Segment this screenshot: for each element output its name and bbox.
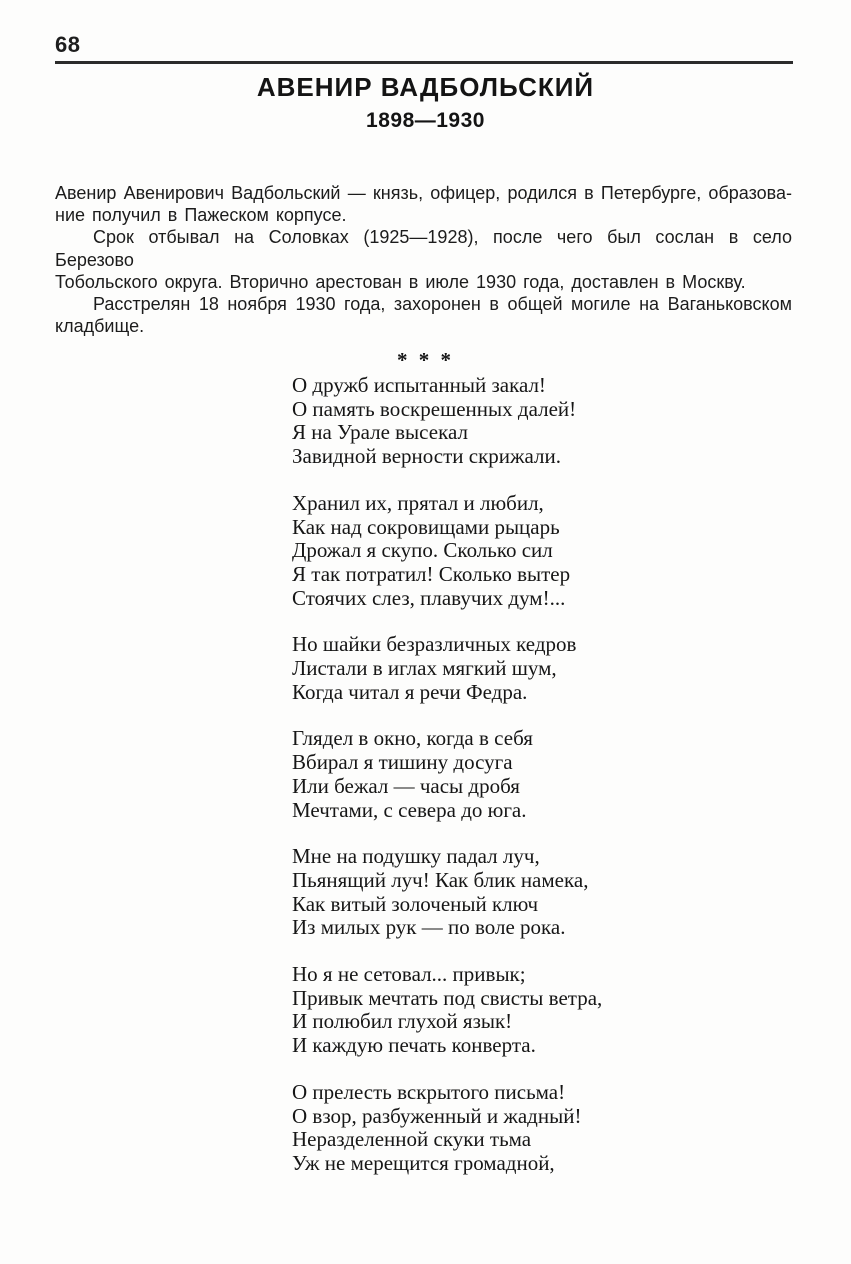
header-rule xyxy=(55,61,793,64)
poem-line: О прелесть вскрытого письма! xyxy=(292,1079,566,1104)
bio-line: кладбище. xyxy=(55,316,145,337)
poem-line: О дружб испытанный закал! xyxy=(292,373,546,397)
page-title: АВЕНИР ВАДБОЛЬСКИЙ xyxy=(256,72,595,102)
poem-line: И каждую печать конверта. xyxy=(292,1033,536,1058)
poem-line: Из милых рук — по воле рока. xyxy=(292,915,566,940)
poem-line: Пьянящий луч! Как блик намека, xyxy=(292,867,589,892)
poem-separator: * * * xyxy=(397,348,454,372)
poem-line: Глядел в окно, когда в себя xyxy=(292,726,533,751)
poem-line: Как над сокровищами рыцарь xyxy=(292,514,560,539)
stanza xyxy=(292,1081,602,1176)
poem-line: Мечтами, с севера до юга. xyxy=(292,797,527,822)
stanza xyxy=(292,492,602,611)
poem-line: Дрожал я скупо. Сколько сил xyxy=(292,538,553,563)
poem-line: О память воскрешенных далей! xyxy=(292,396,577,421)
poem-line: Или бежал — часы дробя xyxy=(292,773,520,798)
bio-line: Тобольского округа. Вторично арестован в июле 1930 года, доставлен в Москву. xyxy=(55,271,746,292)
poem-line: Я так потратил! Сколько вытер xyxy=(292,561,571,586)
poem-line: Но я не сетовал... привык; xyxy=(292,962,526,987)
bio-line: ние получил в Пажеском корпусе. xyxy=(55,205,347,226)
poem-line: Хранил их, прятал и любил, xyxy=(292,490,544,515)
poem-line: Вбирал я тишину досуга xyxy=(292,750,513,775)
stanza xyxy=(292,374,602,469)
bio-line: Срок отбывал на Соловках (1925—1928), после чего был сослан в село Березово xyxy=(55,227,792,270)
poem-body xyxy=(292,374,602,1199)
bio-line: Авенир Авенирович Вадбольский — князь, офицер, родился в Петербурге, образова- xyxy=(55,183,792,203)
stanza xyxy=(292,633,602,704)
bio xyxy=(55,182,792,337)
bio-line: Расстрелян 18 ноября 1930 года, захоронен в общей могиле на Ваганьковском xyxy=(93,294,792,315)
poem-line: О взор, разбуженный и жадный! xyxy=(292,1103,582,1128)
poem-line: Когда читал я речи Федра. xyxy=(292,679,528,704)
stanza xyxy=(292,845,602,940)
poem-line: Стоячих слез, плавучих дум!... xyxy=(292,585,566,610)
stanza xyxy=(292,727,602,822)
life-dates: 1898—1930 xyxy=(366,109,485,132)
poem-line: Я на Урале высекал xyxy=(292,420,468,445)
poem-line: И полюбил глухой язык! xyxy=(292,1009,513,1034)
poem-line: Завидной верности скрижали. xyxy=(292,444,562,469)
poem-line: Мне на подушку падал луч, xyxy=(292,844,540,869)
stanza xyxy=(292,963,602,1058)
poem-line: Но шайки безразличных кедров xyxy=(292,632,577,657)
poem-line: Листали в иглах мягкий шум, xyxy=(292,656,557,681)
poem-line: Привык мечтать под свисты ветра, xyxy=(292,985,603,1010)
page-number: 68 xyxy=(55,32,81,57)
poem-line: Как витый золоченый ключ xyxy=(292,891,539,916)
poem-line: Неразделенной скуки тьма xyxy=(292,1127,532,1152)
poem-line: Уж не мерещится громадной, xyxy=(292,1150,555,1175)
